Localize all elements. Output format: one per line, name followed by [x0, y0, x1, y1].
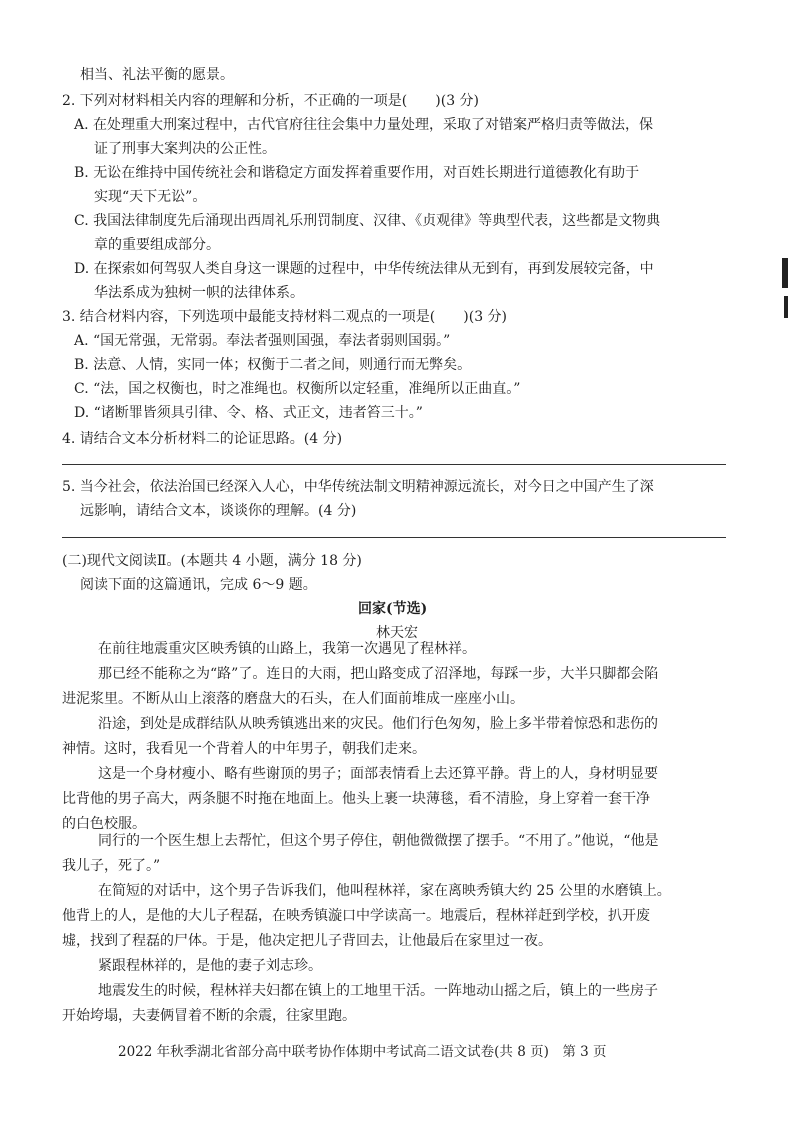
answer-line	[62, 464, 726, 465]
paragraph-2-line2: 进泥浆里。不断从山上滚落的磨盘大的石头，在人们面前堆成一座座小山。	[62, 691, 524, 707]
paragraph-8-line2: 开始垮塌，夫妻俩冒着不断的余震，往家里跑。	[62, 1008, 356, 1024]
q1-tail: 相当、礼法平衡的愿景。	[80, 67, 234, 83]
paragraph-7: 紧跟程林祥的，是他的妻子刘志珍。	[98, 958, 322, 974]
q3-option-b: B. 法意、人情，实同一体；权衡于二者之间，则通行而无弊矣。	[74, 357, 472, 373]
section-heading: (二)现代文阅读Ⅱ。(本题共 4 小题，满分 18 分)	[62, 553, 362, 569]
paragraph-6-line3: 墟，找到了程磊的尸体。于是，他决定把儿子背回去，让他最后在家里过一夜。	[62, 933, 552, 949]
q2-option-d-line2: 华法系成为独树一帜的法律体系。	[94, 285, 304, 301]
article-author: 林天宏	[376, 625, 418, 641]
q2-option-c-line1: C. 我国法律制度先后涌现出西周礼乐刑罚制度、汉律、《贞观律》等典型代表，这些都是文物典	[74, 213, 661, 229]
paragraph-4-line1: 这是一个身材瘦小、略有些谢顶的男子；面部表情看上去还算平静。背上的人，身材明显要	[98, 766, 658, 782]
paragraph-4-line2: 比背他的男子高大，两条腿不时拖在地面上。他头上裹一块薄毯，看不清脸，身上穿着一套干净	[62, 791, 650, 807]
q3-option-a: A. “国无常强，无常弱。奉法者强则国强，奉法者弱则国弱。”	[74, 333, 451, 349]
q3-stem: 3. 结合材料内容，下列选项中最能支持材料二观点的一项是( )(3 分)	[62, 309, 508, 325]
q5-stem-line1: 5. 当今社会，依法治国已经深入人心，中华传统法制文明精神源远流长，对今日之中国产生了深	[62, 479, 654, 495]
paragraph-8-line1: 地震发生的时候，程林祥夫妇都在镇上的工地里干活。一阵地动山摇之后，镇上的一些房子	[98, 983, 658, 999]
paragraph-6-line1: 在简短的对话中，这个男子告诉我们，他叫程林祥，家在离映秀镇大约 25 公里的水磨镇上。	[98, 883, 671, 899]
paragraph-3-line1: 沿途，到处是成群结队从映秀镇逃出来的灾民。他们行色匆匆，脸上多半带着惊恐和悲伤的	[98, 716, 658, 732]
paragraph-5-line1: 同行的一个医生想上去帮忙，但这个男子停住，朝他微微摆了摆手。“不用了。”他说，“他是	[98, 833, 659, 849]
paragraph-5-line2: 我儿子，死了。”	[62, 858, 161, 874]
q5-stem-line2: 远影响，请结合文本，谈谈你的理解。(4 分)	[80, 503, 357, 519]
article-title: 回家(节选)	[358, 601, 428, 617]
q2-option-c-line2: 章的重要组成部分。	[94, 237, 220, 253]
paragraph-1: 在前往地震重灾区映秀镇的山路上，我第一次遇见了程林祥。	[98, 641, 476, 657]
section-instruction: 阅读下面的这篇通讯，完成 6～9 题。	[80, 577, 317, 593]
scan-mark	[782, 258, 788, 288]
q3-option-d: D. “诸断罪皆须具引律、令、格、式正文，违者笞三十。”	[74, 405, 423, 421]
q2-stem: 2. 下列对材料相关内容的理解和分析，不正确的一项是( )(3 分)	[62, 93, 480, 109]
q3-option-c: C. “法，国之权衡也，时之准绳也。权衡所以定轻重，准绳所以正曲直。”	[74, 381, 521, 397]
scan-mark	[784, 296, 788, 318]
paragraph-4-line3: 的白色校服。	[62, 816, 146, 832]
page-footer: 2022 年秋季湖北省部分高中联考协作体期中考试高二语文试卷(共 8 页) 第 3 页	[118, 1044, 607, 1060]
q4-stem: 4. 请结合文本分析材料二的论证思路。(4 分)	[62, 431, 343, 447]
paragraph-3-line2: 神情。这时，我看见一个背着人的中年男子，朝我们走来。	[62, 741, 426, 757]
q2-option-a-line1: A. 在处理重大刑案过程中，古代官府往往会集中力量处理，采取了对错案严格归责等做法，保	[74, 117, 654, 133]
q2-option-b-line1: B. 无讼在维持中国传统社会和谐稳定方面发挥着重要作用，对百姓长期进行道德教化有助于	[74, 165, 640, 181]
answer-line	[62, 537, 726, 538]
paragraph-2-line1: 那已经不能称之为“路”了。连日的大雨，把山路变成了沼泽地，每踩一步，大半只脚都会陷	[98, 666, 659, 682]
q2-option-d-line1: D. 在探索如何驾驭人类自身这一课题的过程中，中华传统法律从无到有，再到发展较完备，中	[74, 261, 654, 277]
q2-option-b-line2: 实现“天下无讼”。	[94, 189, 207, 205]
q2-option-a-line2: 证了刑事大案判决的公正性。	[94, 141, 276, 157]
paragraph-6-line2: 他背上的人，是他的大儿子程磊，在映秀镇漩口中学读高一。地震后，程林祥赶到学校，扒开废	[62, 908, 650, 924]
